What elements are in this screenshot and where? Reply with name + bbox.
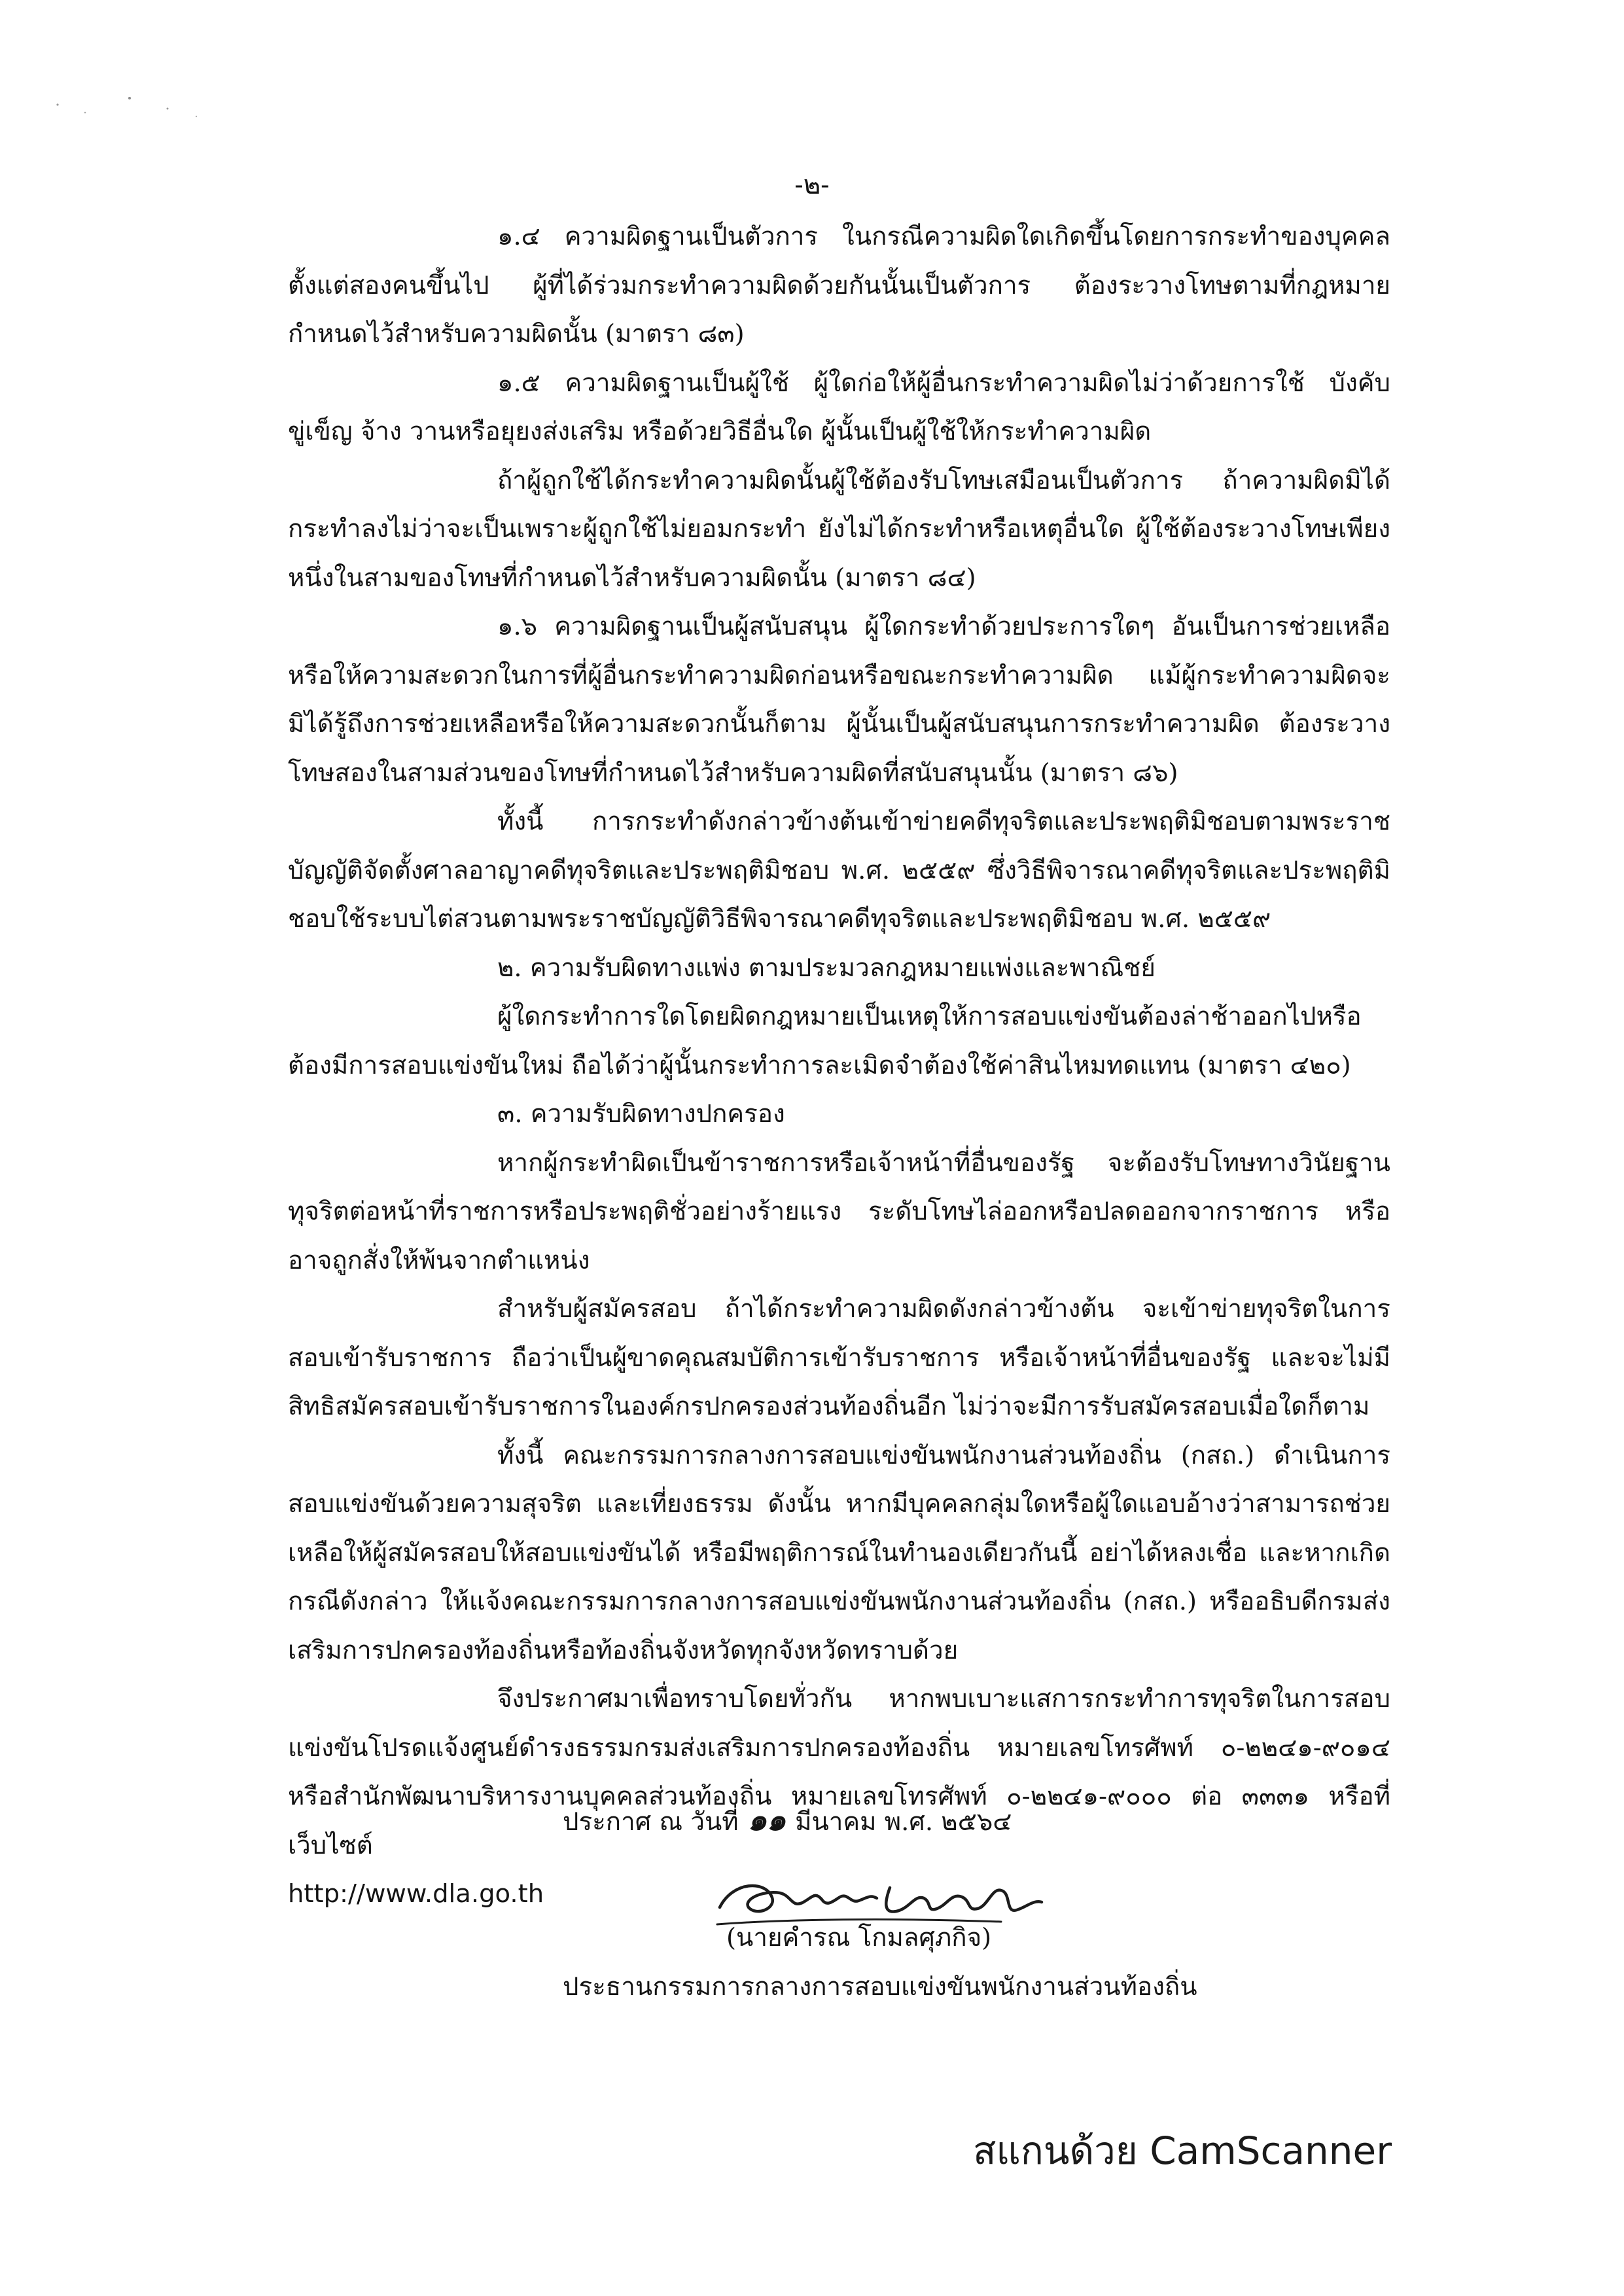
announcement-date (563, 1796, 1012, 1844)
scan-specks (39, 79, 209, 137)
paragraph-official-penalty: หากผู้กระทำผิดเป็นข้าราชการหรือเจ้าหน้าที่อื่นของรัฐ จะต้องรับโทษทางวินัยฐานทุจริตต่อหน้าที่ราชการหรือประพฤติชั่วอย่างร้ายแรง ระดับโทษไล่ออกหรือปลดออกจากราชการ หรืออาจถูกสั่งให้พ้นจากตำแหน่ง (288, 1148, 1390, 1275)
date-prefix: ประกาศ ณ วันที่ (563, 1807, 739, 1837)
website-link[interactable]: http://www.dla.go.th (288, 1879, 544, 1909)
heading-civil-liability: ๒. ความรับผิดทางแพ่ง ตามประมวลกฎหมายแพ่งและพาณิชย์ (497, 953, 1156, 983)
paragraph-corruption-court: ทั้งนี้ การกระทำดังกล่าวข้างต้นเข้าข่ายคดีทุจริตและประพฤติมิชอบตามพระราชบัญญัติจัดตั้งศาลอาญาคดีทุจริตและประพฤติมิชอบ พ.ศ. ๒๕๕๙ ซึ่งวิธีพิจารณาคดีทุจริตและประพฤติมิชอบใช้ระบบไต่สวนตามพระราชบัญญัติวิธีพิจารณาคดีทุจริตและประพฤติมิชอบ พ.ศ. ๒๕๕๙ (288, 807, 1390, 934)
page-number: -๒- (794, 170, 830, 200)
paragraph-applicant-penalty: สำหรับผู้สมัครสอบ ถ้าได้กระทำความผิดดังกล่าวข้างต้น จะเข้าข่ายทุจริตในการสอบเข้ารับราชการ ถือว่าเป็นผู้ขาดคุณสมบัติการเข้ารับราชการ หรือเจ้าหน้าที่อื่นของรัฐ และจะไม่มีสิทธิสมัครสอบเข้ารับราชการในองค์กรปกครองส่วนท้องถิ่นอีก ไม่ว่าจะมีการรับสมัครสอบเมื่อใดก็ตาม (288, 1294, 1390, 1421)
heading-administrative-liability: ๓. ความรับผิดทางปกครอง (497, 1099, 785, 1129)
document-body (288, 213, 1390, 1919)
paragraph-1-4-principal: ๑.๔ ความผิดฐานเป็นตัวการ ในกรณีความผิดใดเกิดขึ้นโดยการกระทำของบุคคลตั้งแต่สองคนขึ้นไป ผู้ที่ได้ร่วมกระทำความผิดด้วยกันนั้นเป็นตัวการ ต้องระวางโทษตามที่กฎหมายกำหนดไว้สำหรับความผิดนั้น (มาตรา ๘๓) (288, 222, 1390, 349)
paragraph-1-5-instigator: ๑.๕ ความผิดฐานเป็นผู้ใช้ ผู้ใดก่อให้ผู้อื่นกระทำความผิดไม่ว่าด้วยการใช้ บังคับ ขู่เข็ญ จ้าง วานหรือยุยงส่งเสริม หรือด้วยวิธีอื่นใด ผู้นั้นเป็นผู้ใช้ให้กระทำความผิด (288, 368, 1390, 446)
paragraph-civil-liability: ผู้ใดกระทำการใดโดยผิดกฎหมายเป็นเหตุให้การสอบแข่งขันต้องล่าช้าออกไปหรือต้องมีการสอบแข่งขันใหม่ ถือได้ว่าผู้นั้นกระทำการละเมิดจำต้องใช้ค่าสินไหมทดแทน (มาตรา ๔๒๐) (288, 1002, 1362, 1080)
paragraph-1-6-supporter: ๑.๖ ความผิดฐานเป็นผู้สนับสนุน ผู้ใดกระทำด้วยประการใดๆ อันเป็นการช่วยเหลือหรือให้ความสะดวกในการที่ผู้อื่นกระทำความผิดก่อนหรือขณะกระทำความผิด แม้ผู้กระทำความผิดจะมิได้รู้ถึงการช่วยเหลือหรือให้ความสะดวกนั้นก็ตาม ผู้นั้นเป็นผู้สนับสนุนการกระทำความผิด ต้องระวางโทษสองในสามส่วนของโทษที่กำหนดไว้สำหรับความผิดที่สนับสนุนนั้น (มาตรา ๘๖) (288, 612, 1390, 788)
paragraph-committee-notice: ทั้งนี้ คณะกรรมการกลางการสอบแข่งขันพนักงานส่วนท้องถิ่น (กสถ.) ดำเนินการสอบแข่งขันด้วยความสุจริต และเที่ยงธรรม ดังนั้น หากมีบุคคลกลุ่มใดหรือผู้ใดแอบอ้างว่าสามารถช่วยเหลือให้ผู้สมัครสอบให้สอบแข่งขันได้ หรือมีพฤติการณ์ในทำนองเดียวกันนี้ อย่าได้หลงเชื่อ และหากเกิดกรณีดังกล่าว ให้แจ้งคณะกรรมการกลางการสอบแข่งขันพนักงานส่วนท้องถิ่น (กสถ.) หรืออธิบดีกรมส่งเสริมการปกครองท้องถิ่นหรือท้องถิ่นจังหวัดทุกจังหวัดทราบด้วย (288, 1440, 1390, 1665)
camscanner-watermark: สแกนด้วย CamScanner (973, 2128, 1392, 2173)
signer-name: (นายคำรณ โกมลศุภกิจ) (726, 1923, 992, 1952)
date-day-handwritten: ๑๑ (747, 1802, 786, 1837)
paragraph-instigator-penalty: ถ้าผู้ถูกใช้ได้กระทำความผิดนั้นผู้ใช้ต้องรับโทษเสมือนเป็นตัวการ ถ้าความผิดมิได้กระทำลงไม่ว่าจะเป็นเพราะผู้ถูกใช้ไม่ยอมกระทำ ยังไม่ได้กระทำหรือเหตุอื่นใด ผู้ใช้ต้องระวางโทษเพียงหนึ่งในสามของโทษที่กำหนดไว้สำหรับความผิดนั้น (มาตรา ๘๔) (288, 465, 1390, 593)
signer-title: ประธานกรรมการกลางการสอบแข่งขันพนักงานส่วนท้องถิ่น (563, 1972, 1197, 2002)
date-suffix: มีนาคม พ.ศ. ๒๕๖๔ (795, 1807, 1012, 1837)
paragraph-announcement-contact: จึงประกาศมาเพื่อทราบโดยทั่วกัน หากพบเบาะแสการกระทำการทุจริตในการสอบแข่งขันโปรดแจ้งศูนย์ดำรงธรรมกรมส่งเสริมการปกครองท้องถิ่น หมายเลขโทรศัพท์ ๐-๒๒๔๑-๙๐๑๔ หรือสำนักพัฒนาบริหารงานบุคคลส่วนท้องถิ่น หมายเลขโทรศัพท์ ๐-๒๒๔๑-๙๐๐๐ ต่อ ๓๓๓๑ หรือที่เว็บไซต์ (288, 1684, 1390, 1860)
